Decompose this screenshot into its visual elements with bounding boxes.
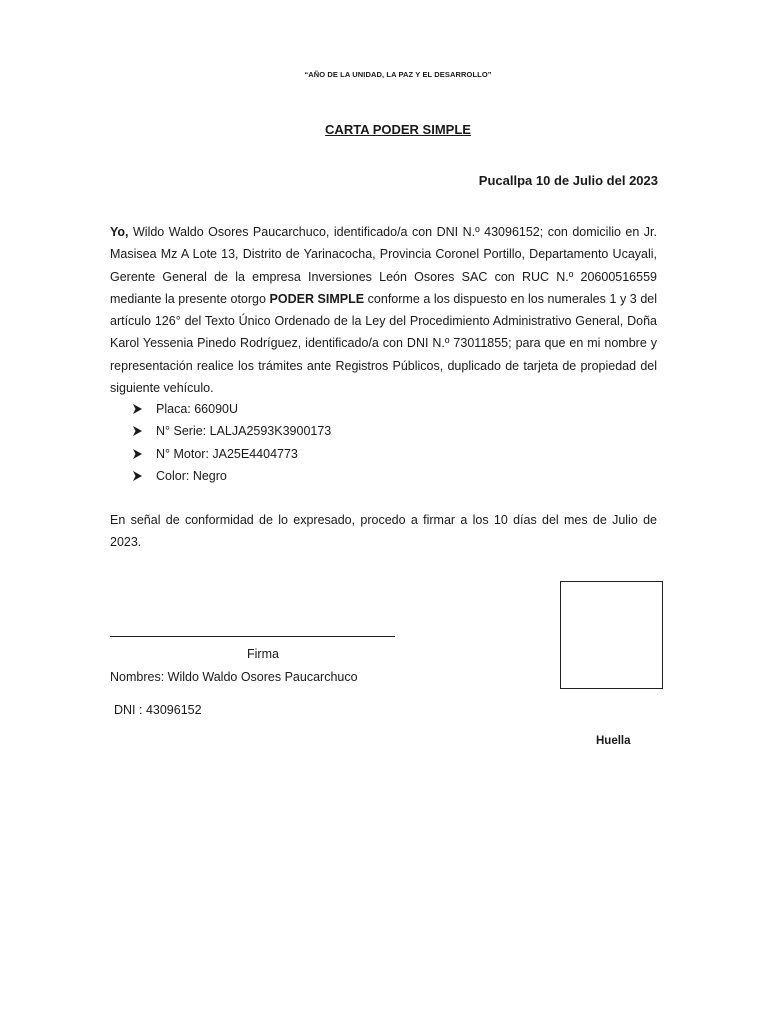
arrowhead-bullet-icon <box>132 404 156 414</box>
vehicle-color: Color: Negro <box>156 468 227 483</box>
place-date: Pucallpa 10 de Julio del 2023 <box>478 173 658 188</box>
body-part-2: conforme a los dispuesto en los numerales 1 y 3 del artículo 126° del Texto Único Ordenado de la Ley del Procedimiento Administrativo General, Doña Karol Yessenia Pinedo Rodríguez, identificado/a con DNI N.º 73011855; para que en mi nombre y representación realice los trámites ante Registros Públicos, duplicado de tarjeta de propiedad del siguiente vehículo. <box>110 291 657 396</box>
vehicle-plate: Placa: 66090U <box>156 402 239 416</box>
power-bold: PODER SIMPLE <box>269 291 365 306</box>
signature-line <box>110 636 395 637</box>
body-paragraph <box>110 221 657 399</box>
signer-dni: DNI : 43096152 <box>114 703 202 717</box>
list-item <box>132 398 331 420</box>
year-motto: “AÑO DE LA UNIDAD, LA PAZ Y EL DESARROLLO” <box>304 70 492 79</box>
fingerprint-box <box>560 581 663 689</box>
signature-label: Firma <box>247 647 279 661</box>
vehicle-motor: N° Motor: JA25E4404773 <box>156 446 298 461</box>
arrowhead-bullet-icon <box>132 449 156 459</box>
vehicle-serial: N° Serie: LALJA2593K3900173 <box>156 424 332 439</box>
document-title: CARTA PODER SIMPLE <box>325 122 471 137</box>
list-item <box>132 420 331 442</box>
fingerprint-label: Huella <box>596 735 631 747</box>
closing-paragraph: En señal de conformidad de lo expresado, procedo a firmar a los 10 días del mes de Julio de 2023. <box>110 513 657 550</box>
arrowhead-bullet-icon <box>132 471 156 481</box>
intro-bold: Yo, <box>110 225 129 239</box>
signer-names: Nombres: Wildo Waldo Osores Paucarchuco <box>110 670 358 684</box>
list-item <box>132 443 331 465</box>
vehicle-list <box>132 398 331 487</box>
arrowhead-bullet-icon <box>132 426 156 436</box>
list-item <box>132 465 331 487</box>
body-part-1: Wildo Waldo Osores Paucarchuco, identificado/a con DNI N.º 43096152; con domicilio en Jr. Masisea Mz A Lote 13, Distrito de Yarinacocha, Provincia Coronel Portillo, Departamento Ucayali, Gerente General de la empresa Inversiones León Osores SAC con RUC N.º 20600516559 mediante la presente otorgo <box>110 225 657 306</box>
